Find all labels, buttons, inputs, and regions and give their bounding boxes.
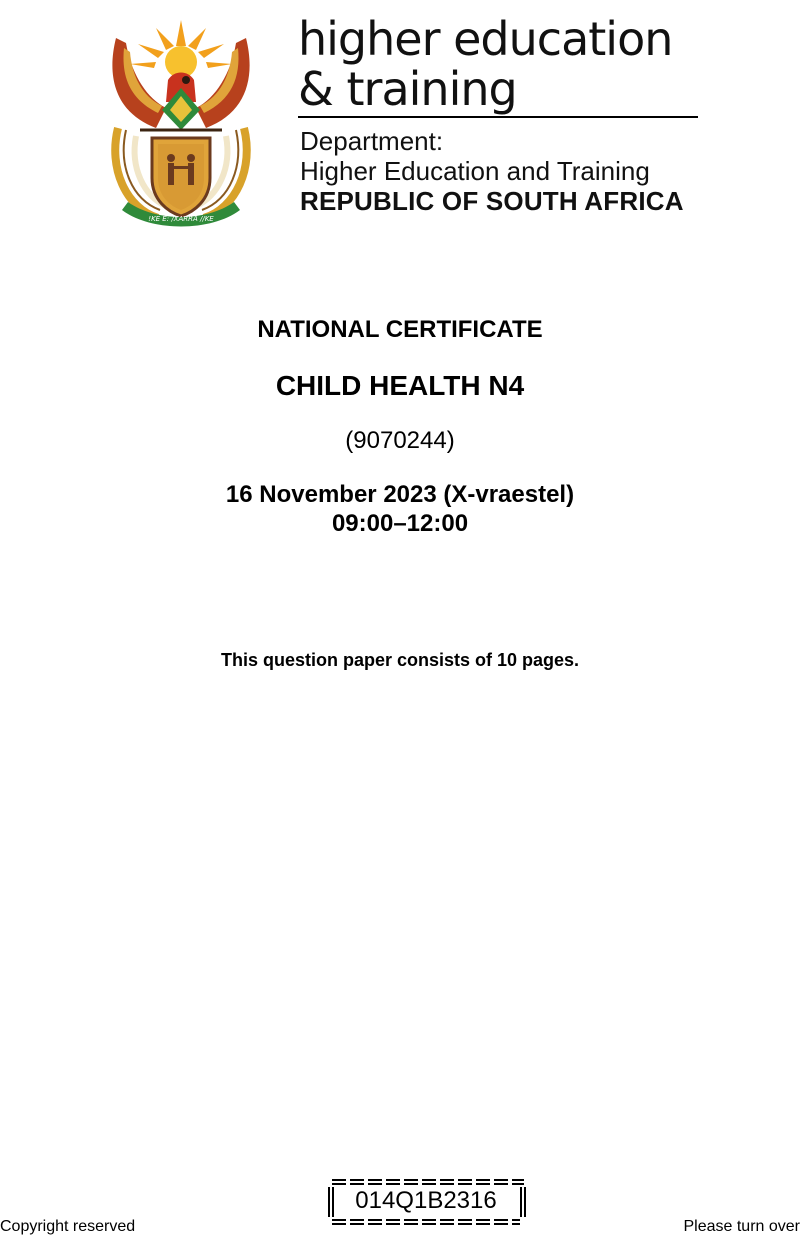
certificate-heading: NATIONAL CERTIFICATE — [257, 316, 543, 343]
brand-title — [298, 14, 718, 114]
department-label: Department: — [300, 126, 444, 156]
brand-line-1: higher education — [298, 12, 673, 66]
paper-code: 014Q1B2316 — [355, 1187, 497, 1214]
department-name: Higher Education and Training — [300, 156, 650, 186]
exam-date-time — [0, 480, 800, 538]
brand-line-2: & training — [298, 62, 517, 116]
page-count-note: This question paper consists of 10 pages. — [220, 650, 580, 670]
department-block — [300, 126, 720, 216]
subject-title: CHILD HEALTH N4 — [275, 370, 525, 401]
coat-of-arms-emblem — [96, 18, 266, 230]
subject-code: (9070244) — [345, 427, 455, 454]
turn-over-notice: Please turn over — [683, 1218, 800, 1235]
svg-text:!KE E: /XARRA //KE: !KE E: /XARRA //KE — [148, 215, 214, 223]
exam-time: 09:00–12:00 — [331, 510, 469, 537]
exam-date: 16 November 2023 (X-vraestel) — [225, 481, 575, 508]
brand-divider — [298, 116, 698, 118]
country-name: REPUBLIC OF SOUTH AFRICA — [300, 186, 684, 216]
copyright-notice: Copyright reserved — [0, 1218, 136, 1235]
